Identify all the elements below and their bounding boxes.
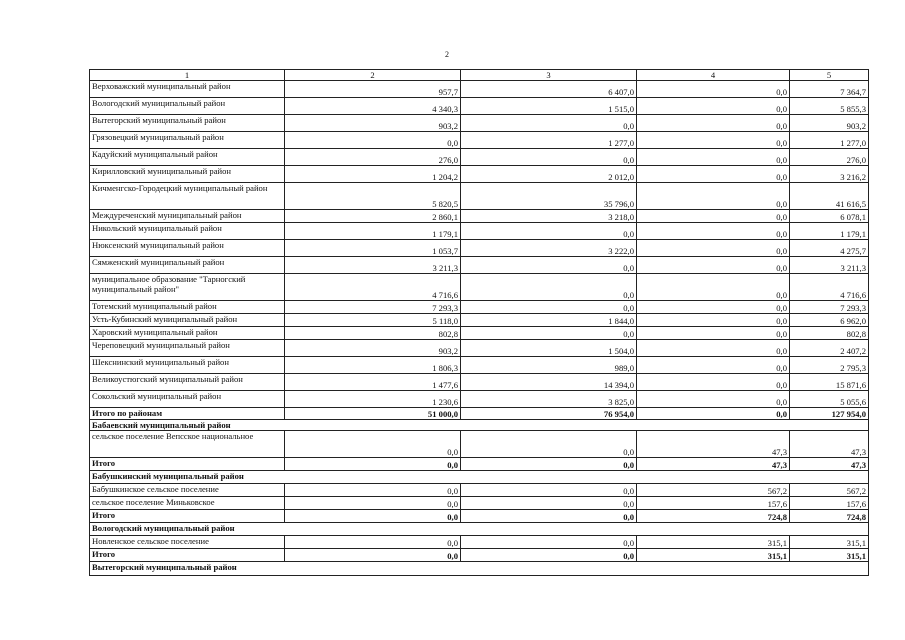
- value-cell-col2: 1 477,6: [285, 374, 461, 391]
- value-cell-col3: 0,0: [461, 497, 637, 510]
- value-cell-col5: 47,3: [790, 431, 869, 458]
- section-header-row: [90, 562, 869, 576]
- value-cell-col2: 51 000,0: [285, 408, 461, 420]
- row-name-cell: Тотемский муниципальный район: [90, 301, 285, 314]
- value-cell-col5: 2 407,2: [790, 340, 869, 357]
- value-cell-col4: 315,1: [637, 536, 790, 549]
- value-cell-col2: 276,0: [285, 149, 461, 166]
- value-cell-col2: 0,0: [285, 458, 461, 471]
- value-cell-col3: 3 825,0: [461, 391, 637, 408]
- value-cell-col2: 903,2: [285, 340, 461, 357]
- value-cell-col5: 315,1: [790, 536, 869, 549]
- value-cell-col3: 0,0: [461, 549, 637, 562]
- table-row: [90, 391, 869, 408]
- table-row: [90, 340, 869, 357]
- section-title: Вологодский муниципальный район: [90, 523, 869, 536]
- table-row: [90, 301, 869, 314]
- value-cell-col2: 1 230,6: [285, 391, 461, 408]
- value-cell-col4: 0,0: [637, 210, 790, 223]
- value-cell-col4: 157,6: [637, 497, 790, 510]
- value-cell-col5: 47,3: [790, 458, 869, 471]
- value-cell-col3: 2 012,0: [461, 166, 637, 183]
- total-row: [90, 549, 869, 562]
- value-cell-col4: 0,0: [637, 340, 790, 357]
- section-header-row: [90, 420, 869, 431]
- section-title: Бабушкинский муниципальный район: [90, 471, 869, 484]
- value-cell-col2: 0,0: [285, 497, 461, 510]
- row-name-cell: Итого: [90, 458, 285, 471]
- value-cell-col5: 567,2: [790, 484, 869, 497]
- value-cell-col2: 0,0: [285, 549, 461, 562]
- value-cell-col5: 2 795,3: [790, 357, 869, 374]
- header-cell-4: 4: [637, 70, 790, 81]
- value-cell-col4: 0,0: [637, 357, 790, 374]
- value-cell-col2: 4 716,6: [285, 274, 461, 301]
- value-cell-col4: 0,0: [637, 374, 790, 391]
- table-body: [90, 70, 869, 576]
- value-cell-col3: 14 394,0: [461, 374, 637, 391]
- table-row: [90, 374, 869, 391]
- table-row: [90, 210, 869, 223]
- total-row: [90, 408, 869, 420]
- value-cell-col5: 6 078,1: [790, 210, 869, 223]
- value-cell-col4: 0,0: [637, 115, 790, 132]
- table-row: [90, 274, 869, 301]
- value-cell-col5: 1 277,0: [790, 132, 869, 149]
- table-row: [90, 149, 869, 166]
- row-name-cell: Харовский муниципальный район: [90, 327, 285, 340]
- value-cell-col5: 7 293,3: [790, 301, 869, 314]
- value-cell-col4: 0,0: [637, 257, 790, 274]
- value-cell-col4: 0,0: [637, 327, 790, 340]
- header-cell-1: 1: [90, 70, 285, 81]
- value-cell-col3: 0,0: [461, 327, 637, 340]
- value-cell-col4: 0,0: [637, 132, 790, 149]
- value-cell-col3: 0,0: [461, 115, 637, 132]
- row-name-cell: Новленское сельское поселение: [90, 536, 285, 549]
- value-cell-col2: 7 293,3: [285, 301, 461, 314]
- value-cell-col5: 1 179,1: [790, 223, 869, 240]
- value-cell-col2: 802,8: [285, 327, 461, 340]
- value-cell-col5: 5 055,6: [790, 391, 869, 408]
- table-row: [90, 497, 869, 510]
- value-cell-col5: 7 364,7: [790, 81, 869, 98]
- row-name-cell: сельское поселение Миньковское: [90, 497, 285, 510]
- value-cell-col3: 1 844,0: [461, 314, 637, 327]
- value-cell-col4: 0,0: [637, 301, 790, 314]
- value-cell-col3: 0,0: [461, 431, 637, 458]
- row-name-cell: Шекснинский муниципальный район: [90, 357, 285, 374]
- value-cell-col2: 0,0: [285, 536, 461, 549]
- value-cell-col5: 157,6: [790, 497, 869, 510]
- value-cell-col3: 0,0: [461, 484, 637, 497]
- row-name-cell: Вытегорский муниципальный район: [90, 115, 285, 132]
- value-cell-col3: 0,0: [461, 510, 637, 523]
- value-cell-col3: 0,0: [461, 149, 637, 166]
- value-cell-col3: 0,0: [461, 536, 637, 549]
- row-name-cell: Бабушкинское сельское поселение: [90, 484, 285, 497]
- row-name-cell: Итого: [90, 510, 285, 523]
- table-row: [90, 240, 869, 257]
- value-cell-col4: 315,1: [637, 549, 790, 562]
- value-cell-col4: 724,8: [637, 510, 790, 523]
- value-cell-col3: 0,0: [461, 301, 637, 314]
- value-cell-col2: 0,0: [285, 484, 461, 497]
- total-row: [90, 458, 869, 471]
- value-cell-col5: 4 716,6: [790, 274, 869, 301]
- page-number: 2: [445, 50, 449, 59]
- value-cell-col5: 802,8: [790, 327, 869, 340]
- value-cell-col3: 3 218,0: [461, 210, 637, 223]
- row-name-cell: Вологодский муниципальный район: [90, 98, 285, 115]
- value-cell-col4: 0,0: [637, 274, 790, 301]
- value-cell-col4: 47,3: [637, 431, 790, 458]
- value-cell-col5: 903,2: [790, 115, 869, 132]
- row-name-cell: Междуреченский муниципальный район: [90, 210, 285, 223]
- header-cell-2: 2: [285, 70, 461, 81]
- table-row: [90, 132, 869, 149]
- value-cell-col3: 0,0: [461, 274, 637, 301]
- value-cell-col5: 4 275,7: [790, 240, 869, 257]
- value-cell-col4: 0,0: [637, 314, 790, 327]
- section-header-row: [90, 471, 869, 484]
- value-cell-col3: 0,0: [461, 223, 637, 240]
- value-cell-col2: 0,0: [285, 510, 461, 523]
- value-cell-col3: 0,0: [461, 458, 637, 471]
- value-cell-col4: 0,0: [637, 81, 790, 98]
- table-row: [90, 223, 869, 240]
- row-name-cell: Итого по районам: [90, 408, 285, 420]
- row-name-cell: Грязовецкий муниципальный район: [90, 132, 285, 149]
- value-cell-col3: 1 515,0: [461, 98, 637, 115]
- table-row: [90, 536, 869, 549]
- value-cell-col2: 0,0: [285, 431, 461, 458]
- value-cell-col2: 957,7: [285, 81, 461, 98]
- table-row: [90, 166, 869, 183]
- row-name-cell: Череповецкий муниципальный район: [90, 340, 285, 357]
- value-cell-col3: 35 796,0: [461, 183, 637, 210]
- value-cell-col5: 15 871,6: [790, 374, 869, 391]
- row-name-cell: Итого: [90, 549, 285, 562]
- value-cell-col5: 5 855,3: [790, 98, 869, 115]
- value-cell-col5: 276,0: [790, 149, 869, 166]
- value-cell-col2: 1 179,1: [285, 223, 461, 240]
- row-name-cell: Никольский муниципальный район: [90, 223, 285, 240]
- value-cell-col5: 3 216,2: [790, 166, 869, 183]
- value-cell-col5: 315,1: [790, 549, 869, 562]
- value-cell-col5: 6 962,0: [790, 314, 869, 327]
- value-cell-col2: 2 860,1: [285, 210, 461, 223]
- value-cell-col5: 3 211,3: [790, 257, 869, 274]
- value-cell-col4: 0,0: [637, 183, 790, 210]
- table-row: [90, 257, 869, 274]
- value-cell-col5: 41 616,5: [790, 183, 869, 210]
- table-row: [90, 357, 869, 374]
- value-cell-col4: 0,0: [637, 98, 790, 115]
- value-cell-col4: 0,0: [637, 149, 790, 166]
- header-cell-3: 3: [461, 70, 637, 81]
- value-cell-col2: 3 211,3: [285, 257, 461, 274]
- row-name-cell: Верховажский муниципальный район: [90, 81, 285, 98]
- value-cell-col4: 0,0: [637, 166, 790, 183]
- value-cell-col4: 0,0: [637, 240, 790, 257]
- value-cell-col5: 127 954,0: [790, 408, 869, 420]
- value-cell-col5: 724,8: [790, 510, 869, 523]
- value-cell-col2: 1 204,2: [285, 166, 461, 183]
- value-cell-col2: 5 820,5: [285, 183, 461, 210]
- value-cell-col2: 1 806,3: [285, 357, 461, 374]
- table-row: [90, 115, 869, 132]
- header-row: [90, 70, 869, 81]
- table-row: [90, 484, 869, 497]
- row-name-cell: Сокольский муниципальный район: [90, 391, 285, 408]
- section-title: Вытегорский муниципальный район: [90, 562, 869, 576]
- value-cell-col2: 1 053,7: [285, 240, 461, 257]
- value-cell-col2: 5 118,0: [285, 314, 461, 327]
- value-cell-col4: 0,0: [637, 391, 790, 408]
- row-name-cell: Кичменгско-Городецкий муниципальный район: [90, 183, 285, 210]
- section-header-row: [90, 523, 869, 536]
- value-cell-col2: 0,0: [285, 132, 461, 149]
- data-table: [89, 69, 869, 576]
- table-row: [90, 431, 869, 458]
- section-title: Бабаевский муниципальный район: [90, 420, 869, 431]
- table-row: [90, 183, 869, 210]
- value-cell-col3: 0,0: [461, 257, 637, 274]
- row-name-cell: Сямженский муниципальный район: [90, 257, 285, 274]
- table-row: [90, 327, 869, 340]
- row-name-cell: Усть-Кубинский муниципальный район: [90, 314, 285, 327]
- value-cell-col4: 47,3: [637, 458, 790, 471]
- value-cell-col3: 76 954,0: [461, 408, 637, 420]
- row-name-cell: Нюксенский муниципальный район: [90, 240, 285, 257]
- value-cell-col3: 1 277,0: [461, 132, 637, 149]
- header-cell-5: 5: [790, 70, 869, 81]
- row-name-cell: Великоустюгский муниципальный район: [90, 374, 285, 391]
- value-cell-col4: 0,0: [637, 223, 790, 240]
- value-cell-col3: 3 222,0: [461, 240, 637, 257]
- row-name-cell: муниципальное образование "Тарногский муниципальный район": [90, 274, 285, 301]
- value-cell-col2: 903,2: [285, 115, 461, 132]
- row-name-cell: Кирилловский муниципальный район: [90, 166, 285, 183]
- value-cell-col3: 1 504,0: [461, 340, 637, 357]
- row-name-cell: Кадуйский муниципальный район: [90, 149, 285, 166]
- table-row: [90, 98, 869, 115]
- row-name-cell: сельское поселение Вепсское национальное: [90, 431, 285, 458]
- table-row: [90, 81, 869, 98]
- value-cell-col3: 989,0: [461, 357, 637, 374]
- table-row: [90, 314, 869, 327]
- total-row: [90, 510, 869, 523]
- value-cell-col4: 567,2: [637, 484, 790, 497]
- value-cell-col3: 6 407,0: [461, 81, 637, 98]
- value-cell-col4: 0,0: [637, 408, 790, 420]
- value-cell-col2: 4 340,3: [285, 98, 461, 115]
